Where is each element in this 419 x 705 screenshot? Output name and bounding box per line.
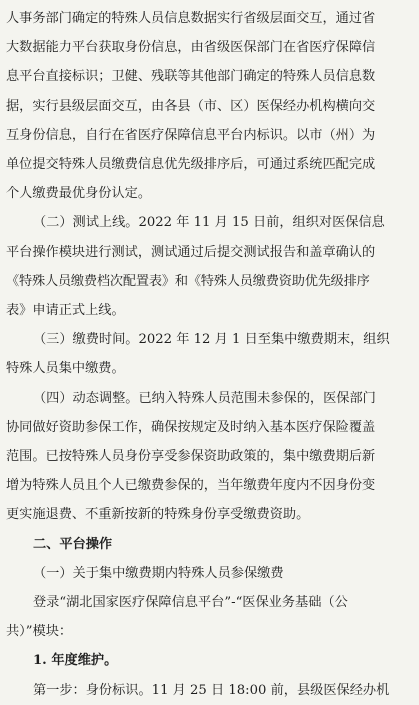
text-line: 协同做好资助参保工作，确保按规定及时纳入基本医疗保险覆盖 xyxy=(6,419,376,435)
text-line: 《特殊人员缴费档次配置表》和《特殊人员缴费资助优先级排序 xyxy=(6,273,370,289)
paragraph-login-instructions xyxy=(6,588,411,646)
subsection-heading-text: （一）关于集中缴费期内特殊人员参保缴费 xyxy=(33,565,284,581)
text-line: 范围。已按特殊人员身份享受参保资助政策的，集中缴费期后新 xyxy=(6,449,376,465)
text-line: 第一步：身份标识。11 月 25 日 18:00 前，县级医保经办机 xyxy=(33,682,390,698)
text-line: 特殊人员集中缴费。 xyxy=(6,361,125,377)
paragraph-step-one xyxy=(6,676,411,705)
text-line: 共）”模块： xyxy=(6,624,73,640)
item-heading: 1. 年度维护。 xyxy=(33,653,118,669)
paragraph-identity-interaction xyxy=(6,4,411,208)
text-line: 增为特殊人员且个人已缴费参保的，当年缴费年度内不因身份变 xyxy=(6,478,376,494)
text-line: 更实施退费、不重新按新的特殊身份享受缴费资助。 xyxy=(6,507,310,523)
text-line: 个人缴费最优身份认定。 xyxy=(6,186,152,202)
section-heading: 二、平台操作 xyxy=(33,536,113,552)
section-heading-platform-operation xyxy=(6,530,411,559)
paragraph-testing-launch xyxy=(6,208,411,325)
text-line: 登录“湖北国家医疗保障信息平台”-“医保业务基础（公 xyxy=(33,595,348,611)
text-line: 大数据能力平台获取身份信息，由省级医保部门在省医疗保障信 xyxy=(6,40,376,56)
text-line: 表》申请正式上线。 xyxy=(6,303,125,319)
text-line: 据，实行县级层面交互，由各县（市、区）医保经办机构横向交 xyxy=(6,98,376,114)
subsection-heading xyxy=(6,559,411,588)
item-heading-annual-maintenance xyxy=(6,646,411,675)
paragraph-dynamic-adjustment xyxy=(6,384,411,530)
text-line: （四）动态调整。已纳入特殊人员范围未参保的，医保部门 xyxy=(33,390,376,406)
text-line: 平台操作模块进行测试，测试通过后提交测试报告和盖章确认的 xyxy=(6,244,376,260)
text-line: 单位提交特殊人员缴费信息优先级排序后，可通过系统匹配完成 xyxy=(6,157,376,173)
text-line: （三）缴费时间。2022 年 12 月 1 日至集中缴费期末，组织 xyxy=(33,332,390,348)
paragraph-payment-time xyxy=(6,325,411,383)
text-line: 息平台直接标识；卫健、残联等其他部门确定的特殊人员信息数 xyxy=(6,69,376,85)
text-line: 人事务部门确定的特殊人员信息数据实行省级层面交互，通过省 xyxy=(6,11,376,26)
text-line: （二）测试上线。2022 年 11 月 15 日前，组织对医保信息 xyxy=(33,215,385,231)
text-line: 互身份信息，自行在省医疗保障信息平台内标识。以市（州）为 xyxy=(6,127,376,143)
